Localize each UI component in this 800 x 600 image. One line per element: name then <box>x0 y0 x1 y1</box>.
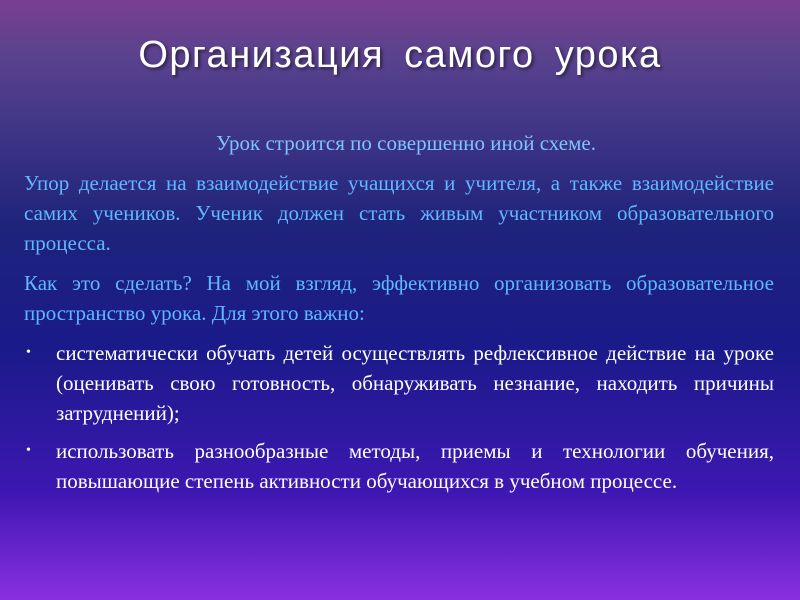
slide-content <box>24 128 774 504</box>
bullet-dot-icon: • <box>26 443 31 458</box>
bullet-list <box>24 338 774 496</box>
bullet-text: систематически обучать детей осуществлять рефлексивное действие на уроке (оценивать свою готовность, обнаруживать незнание, находить причины затруднений); <box>56 341 774 425</box>
bullet-text: использовать разнообразные методы, приемы и технологии обучения, повышающие степень активности обучающихся в учебном процессе. <box>56 439 774 493</box>
bullet-item-methods <box>24 436 774 496</box>
paragraph-interaction: Упор делается на взаимодействие учащихся и учителя, а также взаимодействие самих учеников. Ученик должен стать живым участником образовательного процесса. <box>24 171 774 255</box>
paragraph-how-to: Как это сделать? На мой взгляд, эффективно организовать образовательное пространство урока. Для этого важно: <box>24 271 774 325</box>
bullet-dot-icon: • <box>26 345 31 360</box>
bullet-item-reflection <box>24 338 774 428</box>
slide-subtitle: Урок строится по совершенно иной схеме. <box>216 131 596 155</box>
slide-title: Организация самого урока <box>138 34 662 76</box>
